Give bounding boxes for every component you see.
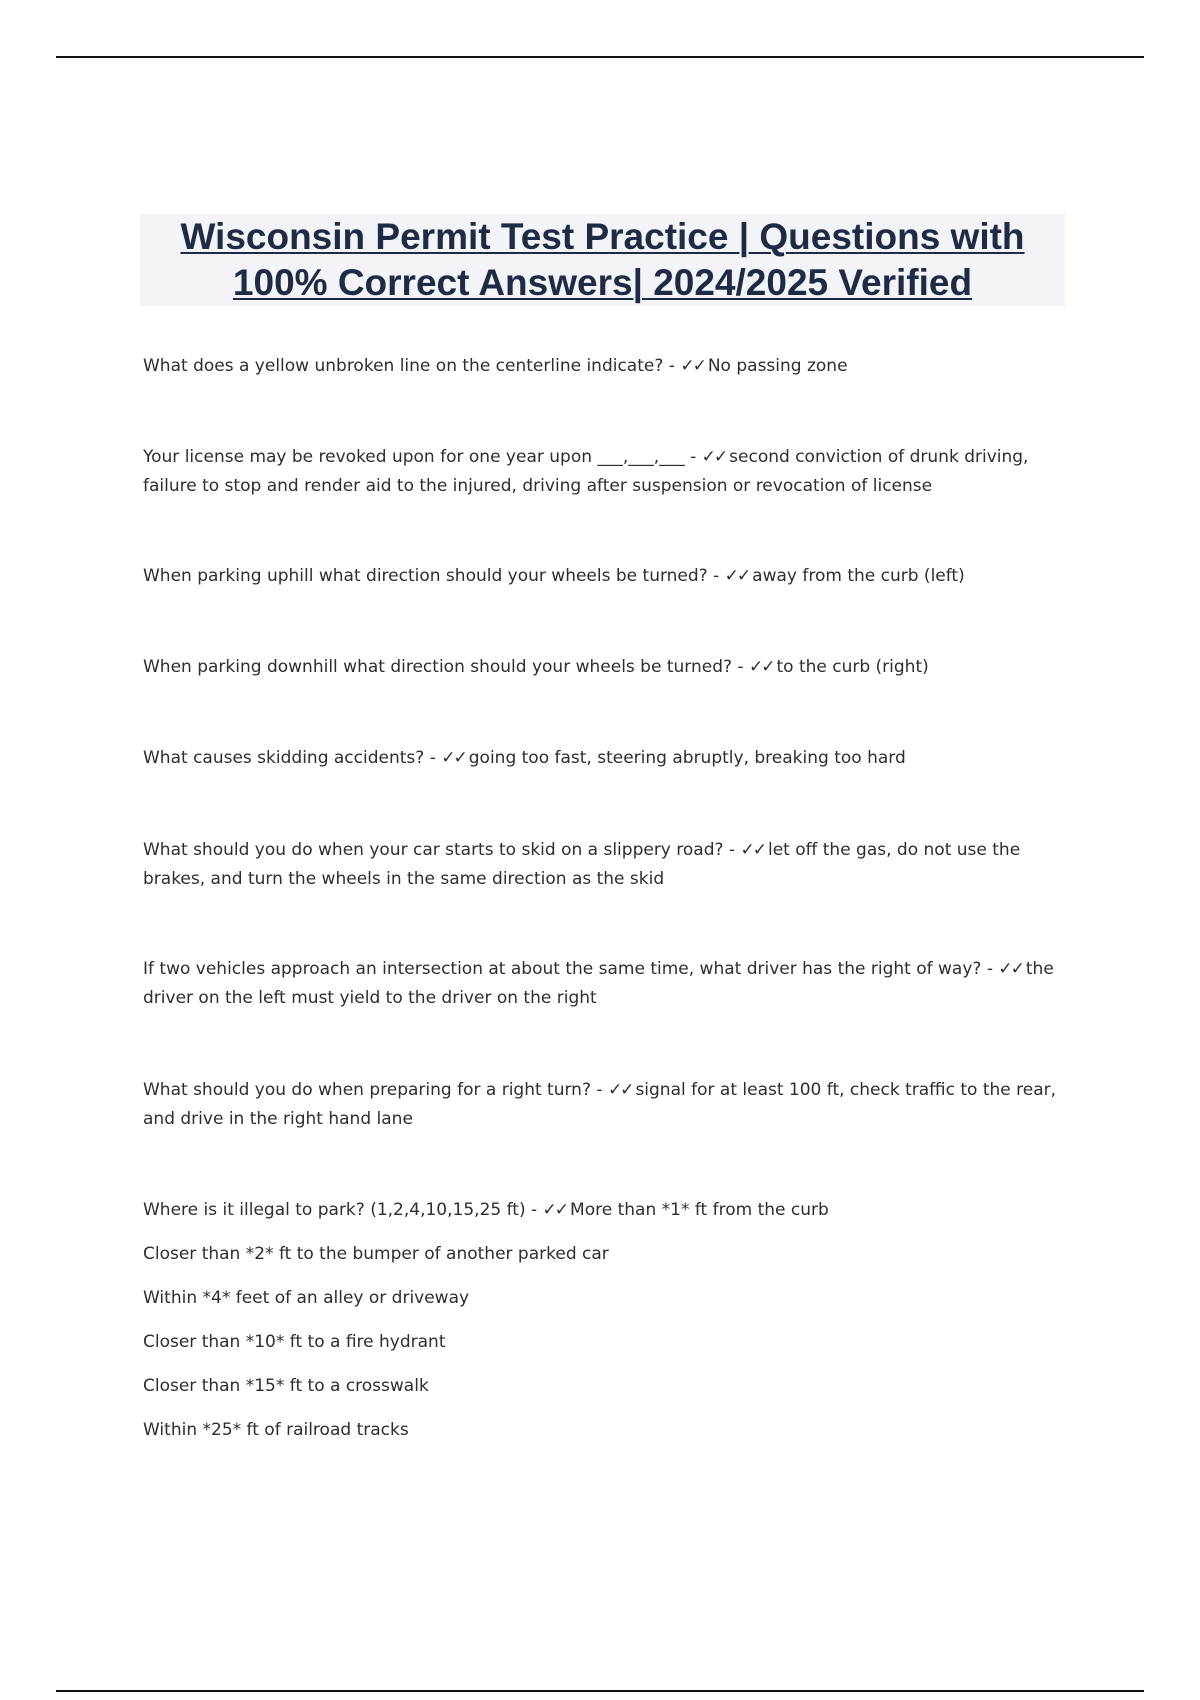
document-title xyxy=(140,214,1065,306)
double-check-icon: ✓✓ xyxy=(441,748,466,768)
answer-text: More than *1* ft from the curb xyxy=(570,1200,829,1220)
question-text: When parking downhill what direction should your wheels be turned? xyxy=(143,657,733,677)
title-line-1: Wisconsin Permit Test Practice | Questions with xyxy=(180,216,1025,257)
qa-item xyxy=(143,562,1063,591)
parking-rule-line: Closer than *2* ft to the bumper of another parked car xyxy=(143,1244,609,1264)
question-text: What should you do when preparing for a right turn? xyxy=(143,1080,591,1100)
qa-item xyxy=(143,836,1063,894)
separator: - xyxy=(732,657,749,677)
qa-item xyxy=(143,443,1063,501)
question-text: When parking uphill what direction should your wheels be turned? xyxy=(143,566,708,586)
separator: - xyxy=(663,356,681,376)
answer-text: let off the gas, do not use the brakes, and turn the wheels in the same direction as the skid xyxy=(143,840,1021,889)
double-check-icon: ✓✓ xyxy=(740,840,765,860)
double-check-icon: ✓✓ xyxy=(701,447,727,467)
top-rule xyxy=(56,56,1144,58)
qa-item xyxy=(143,744,1063,773)
qa-item xyxy=(143,1196,1063,1225)
parking-rule-line: Closer than *10* ft to a fire hydrant xyxy=(143,1332,446,1352)
separator: - xyxy=(424,748,442,768)
double-check-icon: ✓✓ xyxy=(724,566,750,586)
double-check-icon: ✓✓ xyxy=(542,1200,568,1220)
parking-rule-line: Closer than *15* ft to a crosswalk xyxy=(143,1376,429,1396)
separator: - xyxy=(684,447,702,467)
answer-text: second conviction of drunk driving, failure to stop and render aid to the injured, driving after suspension or revocation of license xyxy=(143,447,1029,496)
question-text: What does a yellow unbroken line on the centerline indicate? xyxy=(143,356,664,376)
answer-text: No passing zone xyxy=(707,356,848,376)
parking-rule-line: Within *4* feet of an alley or driveway xyxy=(143,1288,470,1308)
qa-item xyxy=(143,1076,1063,1134)
answer-text: going too fast, steering abruptly, breaking too hard xyxy=(468,748,906,768)
question-text: Your license may be revoked upon for one year upon ___,___,___ xyxy=(143,447,685,467)
double-check-icon: ✓✓ xyxy=(748,657,774,677)
separator: - xyxy=(590,1080,608,1100)
double-check-icon: ✓✓ xyxy=(680,356,705,376)
title-line-2: 100% Correct Answers| 2024/2025 Verified xyxy=(232,262,973,303)
answer-text: to the curb (right) xyxy=(776,657,929,677)
qa-item xyxy=(143,955,1063,1013)
parking-rule-line: Within *25* ft of railroad tracks xyxy=(143,1420,409,1440)
question-text: What should you do when your car starts to skid on a slippery road? xyxy=(143,840,724,860)
separator: - xyxy=(707,566,725,586)
separator: - xyxy=(723,840,741,860)
question-text: What causes skidding accidents? xyxy=(143,748,425,768)
separator: - xyxy=(981,959,999,979)
question-text: Where is it illegal to park? (1,2,4,10,15,25 ft) xyxy=(143,1200,526,1220)
double-check-icon: ✓✓ xyxy=(998,959,1023,979)
separator: - xyxy=(525,1200,543,1220)
qa-item xyxy=(143,352,1063,381)
bottom-rule xyxy=(56,1690,1144,1692)
answer-text: the driver on the left must yield to the driver on the right xyxy=(143,959,1054,1008)
answer-text: away from the curb (left) xyxy=(752,566,965,586)
qa-item xyxy=(143,653,1063,682)
answer-text: signal for at least 100 ft, check traffic to the rear, and drive in the right hand lane xyxy=(143,1080,1057,1129)
double-check-icon: ✓✓ xyxy=(607,1080,633,1100)
question-text: If two vehicles approach an intersection at about the same time, what driver has the right of way? xyxy=(143,959,982,979)
